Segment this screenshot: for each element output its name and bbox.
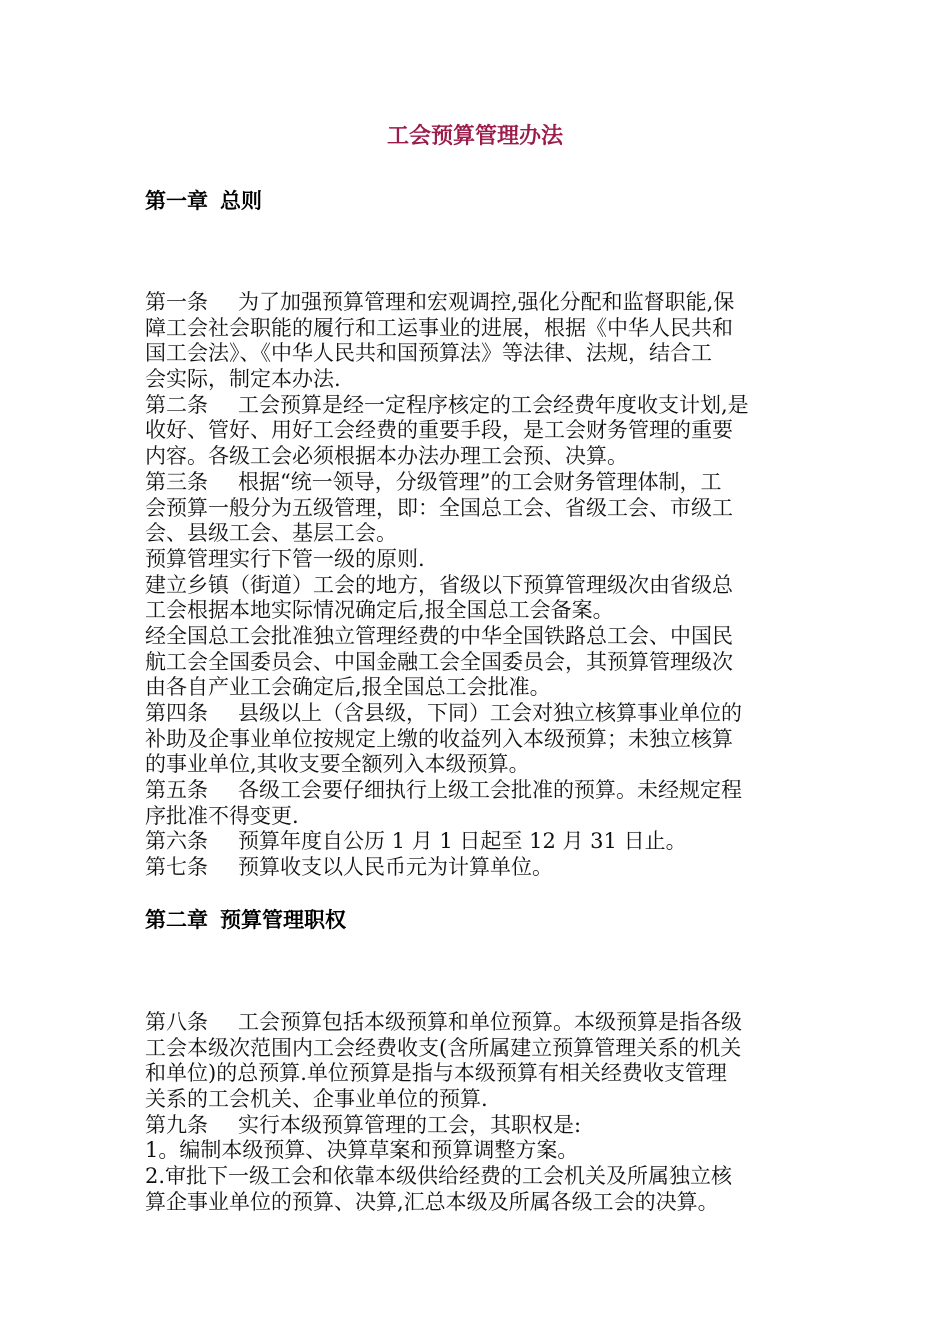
paragraph-line [145,418,810,444]
paragraph-line [145,290,810,316]
line-text: 经全国总工会批准独立管理经费的中华全国铁路总工会、中国民 [145,623,733,648]
paragraph-line [145,1138,810,1164]
paragraph-line [145,341,810,367]
article-number: 第七条 [145,855,208,880]
line-text: 关系的工会机关、企事业单位的预算. [145,1087,488,1112]
article-number: 第五条 [145,778,208,803]
paragraph-line [145,393,810,419]
paragraph-line [145,650,810,676]
line-text: 根据“统一领导，分级管理”的工会财务管理体制，工 [238,469,722,494]
paragraph-line [145,752,810,778]
line-text: 1。编制本级预算、决算草案和预算调整方案。 [145,1138,579,1163]
paragraph-line [145,624,810,650]
paragraph-line [145,1190,810,1216]
line-text: 预算年度自公历 1 月 1 日起至 12 月 31 日止。 [238,829,687,854]
line-text: 补助及企事业单位按规定上缴的收益列入本级预算；未独立核算 [145,726,733,751]
line-text: 为了加强预算管理和宏观调控,强化分配和监督职能,保 [238,290,735,314]
paragraph-line [145,521,810,547]
line-text: 算企事业单位的预算、决算,汇总本级及所属各级工会的决算。 [145,1189,719,1214]
paragraph-line [145,1036,810,1062]
chapter-body [145,1010,810,1216]
line-text: 预算管理实行下管一级的原则. [145,546,425,571]
line-text: 2.审批下一级工会和依靠本级供给经费的工会机关及所属独立核 [145,1164,733,1189]
line-text: 工会本级次范围内工会经费收支(含所属建立预算管理关系的机关 [145,1035,742,1060]
line-text: 工会根据本地实际情况确定后,报全国总工会备案。 [145,598,614,623]
chapter-number: 第二章 [145,908,208,932]
line-text: 会实际，制定本办法. [145,367,341,392]
paragraph-line [145,547,810,573]
line-text: 预算收支以人民币元为计算单位。 [238,855,553,880]
line-text: 建立乡镇（街道）工会的地方，省级以下预算管理级次由省级总 [145,572,733,597]
article-number: 第九条 [145,1112,208,1137]
article-number: 第八条 [145,1010,208,1034]
paragraph-line [145,829,810,855]
article-number: 第二条 [145,392,208,417]
paragraph-line [145,1061,810,1087]
chapter-body [145,290,810,881]
line-text: 收好、管好、用好工会经费的重要手段，是工会财务管理的重要 [145,418,733,443]
paragraph-line [145,1087,810,1113]
paragraph-line [145,675,810,701]
paragraph-line [145,316,810,342]
chapter-number: 第一章 [145,189,208,213]
line-text: 航工会全国委员会、中国金融工会全国委员会，其预算管理级次 [145,649,733,674]
line-text: 实行本级预算管理的工会，其职权是: [238,1112,582,1137]
line-text: 工会预算是经一定程序核定的工会经费年度收支计划,是 [238,392,749,417]
chapter-heading [145,186,262,216]
paragraph-line [145,1164,810,1190]
paragraph-line [145,470,810,496]
line-text: 会预算一般分为五级管理，即：全国总工会、省级工会、市级工 [145,495,733,520]
line-text: 和单位)的总预算.单位预算是指与本级预算有相关经费收支管理 [145,1061,727,1086]
line-text: 序批准不得变更. [145,803,299,828]
article-number: 第四条 [145,701,208,725]
paragraph-line [145,444,810,470]
paragraph-line [145,598,810,624]
article-number: 第一条 [145,290,208,314]
line-text: 县级以上（含县级，下同）工会对独立核算事业单位的 [238,701,742,725]
line-text: 国工会法》、《中华人民共和国预算法》等法律、法规，结合工 [145,341,712,366]
line-text: 工会预算包括本级预算和单位预算。本级预算是指各级 [238,1010,742,1034]
paragraph-line [145,778,810,804]
paragraph-line [145,855,810,881]
paragraph-line [145,727,810,753]
chapter-name: 预算管理职权 [220,908,346,932]
chapter-heading [145,905,346,935]
chapter-name: 总则 [220,189,262,213]
line-text: 的事业单位,其收支要全额列入本级预算。 [145,752,530,777]
paragraph-line [145,1113,810,1139]
document-title: 工会预算管理办法 [386,124,563,149]
line-text: 由各自产业工会确定后,报全国总工会批准。 [145,675,551,700]
line-text: 各级工会要仔细执行上级工会批准的预算。未经规定程 [238,778,742,803]
article-number: 第六条 [145,829,208,854]
line-text: 内容。各级工会必须根据本办法办理工会预、决算。 [145,444,628,469]
paragraph-line [145,1010,810,1036]
article-number: 第三条 [145,469,208,494]
paragraph-line [145,804,810,830]
paragraph-line [145,367,810,393]
paragraph-line [145,701,810,727]
paragraph-line [145,573,810,599]
paragraph-line [145,496,810,522]
line-text: 障工会社会职能的履行和工运事业的进展，根据《中华人民共和 [145,315,733,340]
line-text: 会、县级工会、基层工会。 [145,521,397,546]
